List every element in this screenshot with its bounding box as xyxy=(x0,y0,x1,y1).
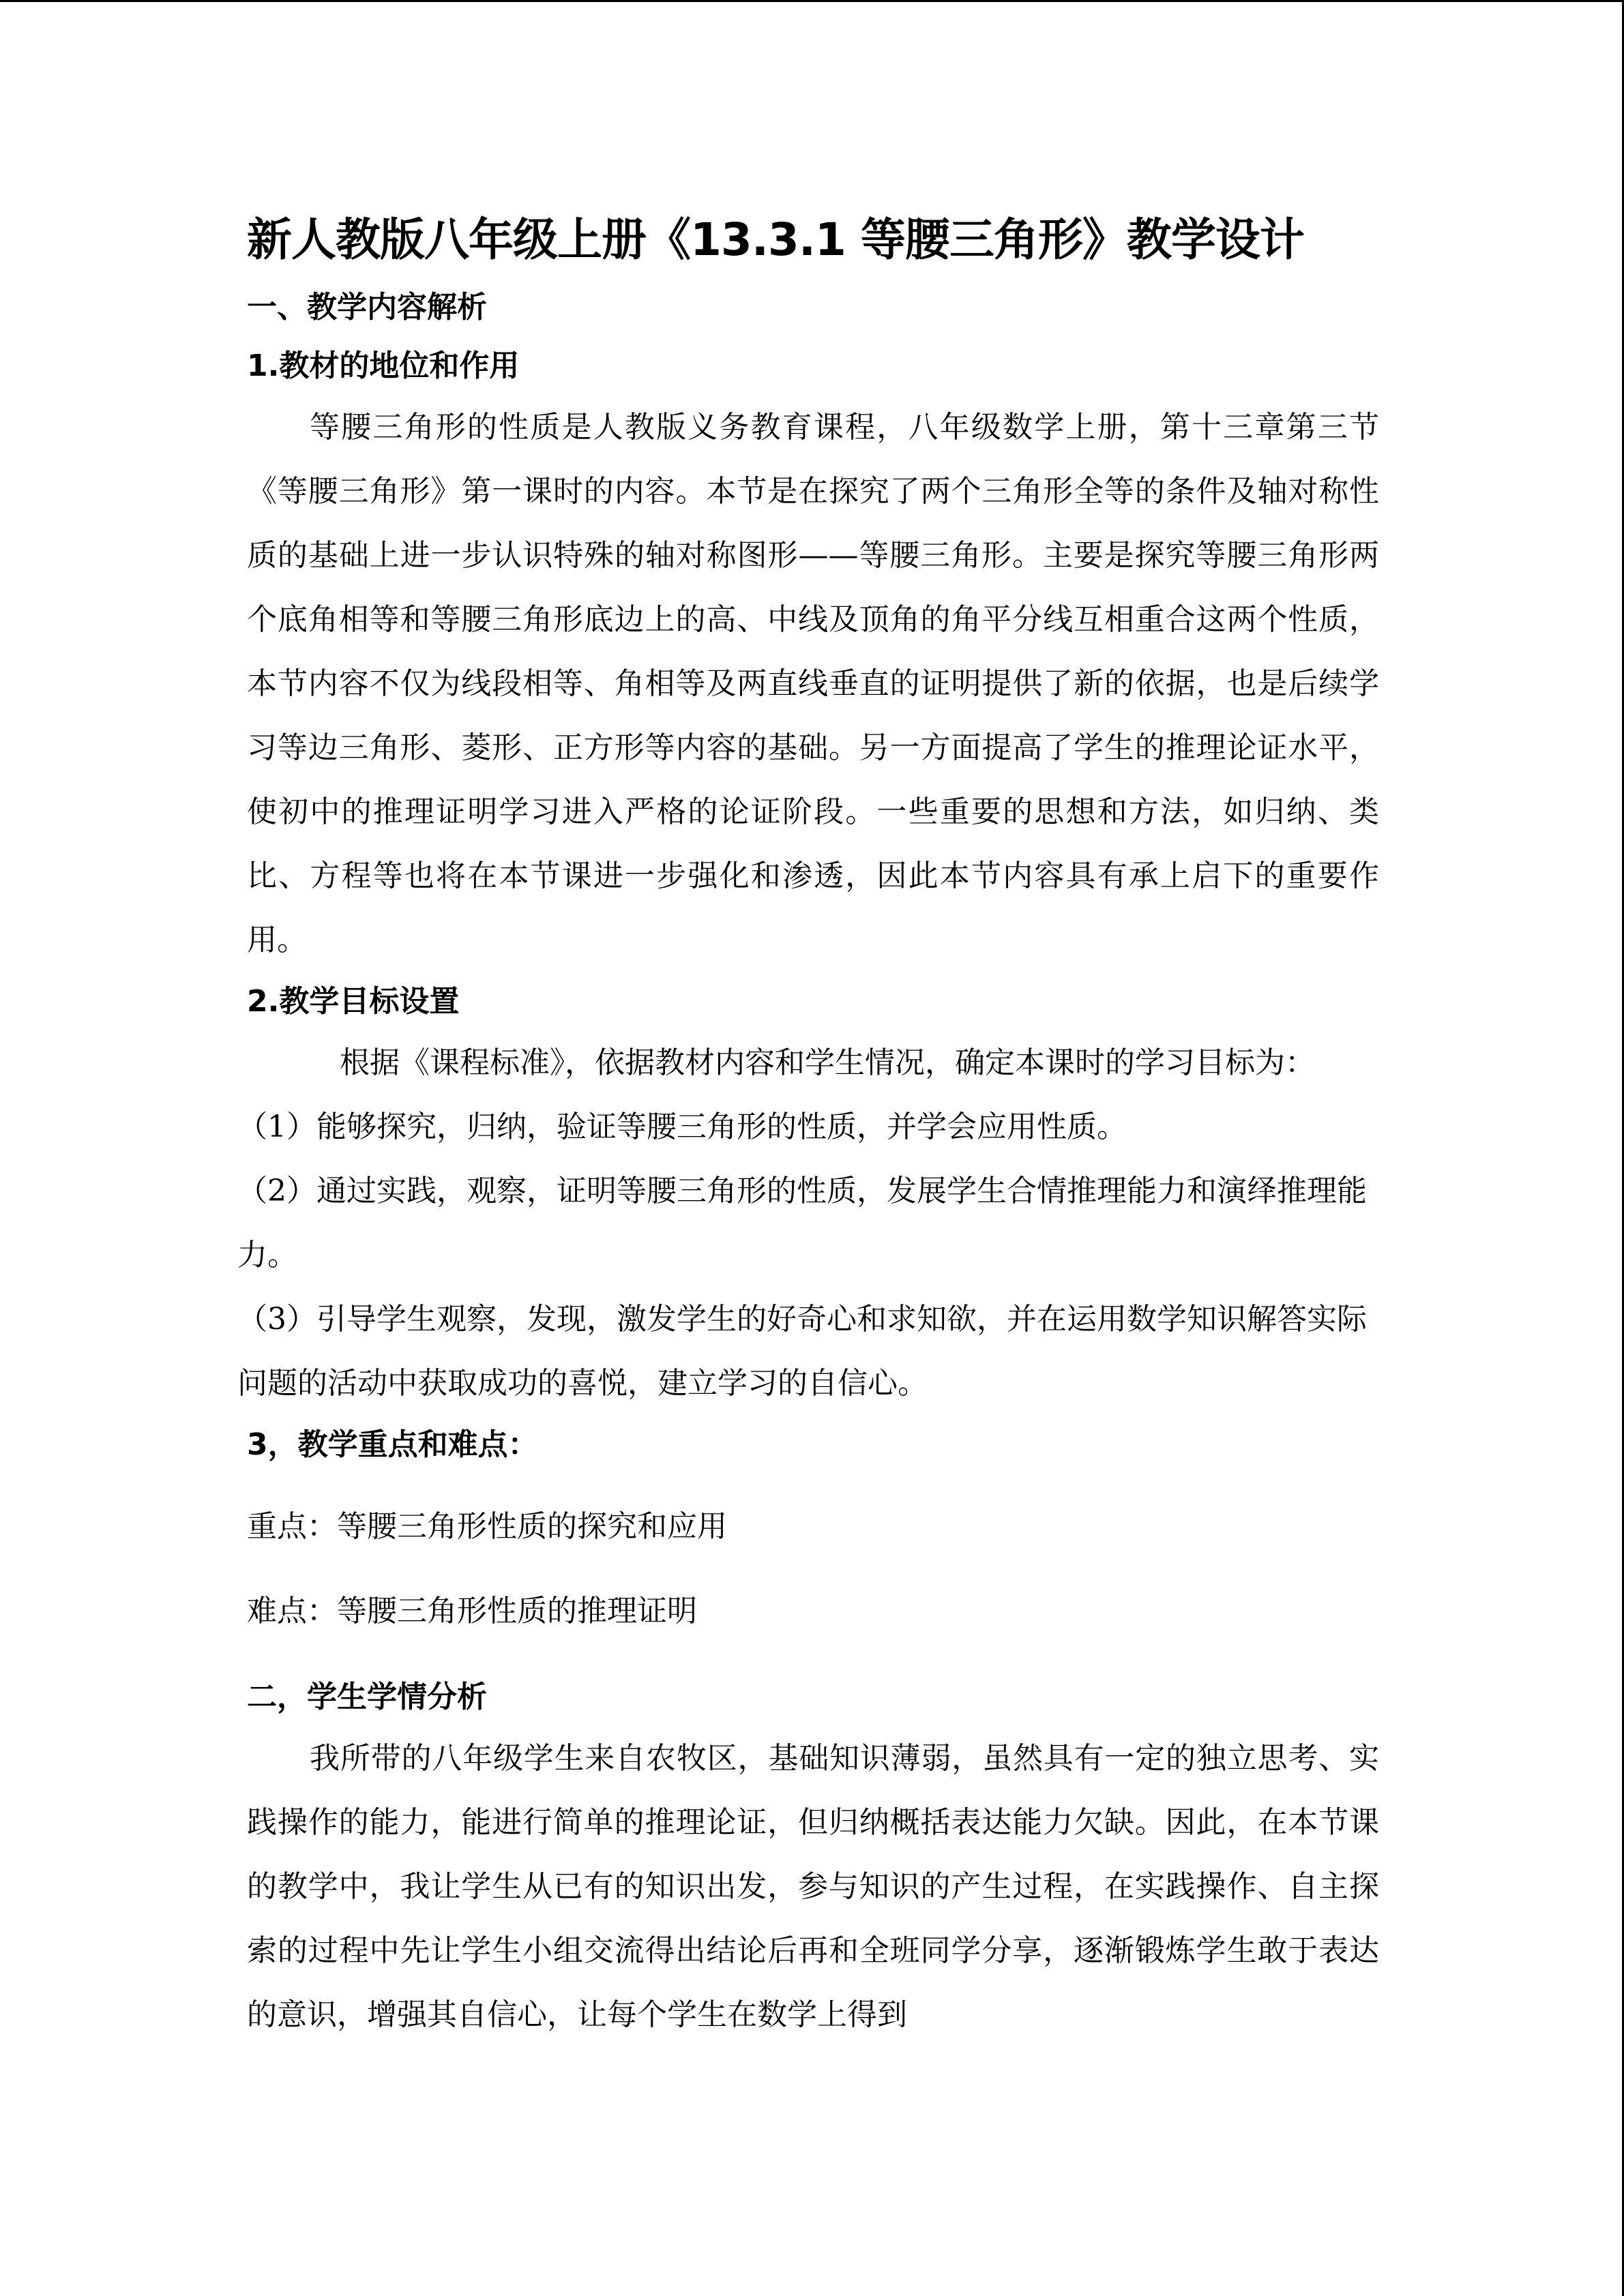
paragraph-student-analysis: 我所带的八年级学生来自农牧区，基础知识薄弱，虽然具有一定的独立思考、实践操作的能力，能进行简单的推理论证，但归纳概括表达能力欠缺。因此，在本节课的教学中，我让学生从已有的知识出发，参与知识的产生过程，在实践操作、自主探索的过程中先让学生小组交流得出结论后再和全班同学分享，逐渐锻炼学生敢于表达的意识，增强其自信心，让每个学生在数学上得到 xyxy=(247,1741,1379,2032)
document-title: 新人教版八年级上册《13.3.1 等腰三角形》教学设计 xyxy=(247,213,1304,266)
paragraph-textbook-role: 等腰三角形的性质是人教版义务教育课程，八年级数学上册，第十三章第三节《等腰三角形》第一课时的内容。本节是在探究了两个三角形全等的条件及轴对称性质的基础上进一步认识特殊的轴对称图形——等腰三角形。主要是探究等腰三角形两个底角相等和等腰三角形底边上的高、中线及顶角的角平分线互相重合这两个性质，本节内容不仅为线段相等、角相等及两直线垂直的证明提供了新的依据，也是后续学习等边三角形、菱形、正方形等内容的基础。另一方面提高了学生的推理论证水平，使初中的推理证明学习进入严格的论证阶段。一些重要的思想和方法，如归纳、类比、方程等也将在本节课进一步强化和渗透，因此本节内容具有承上启下的重要作用。 xyxy=(247,410,1379,957)
page-border-top xyxy=(0,0,1624,2)
document-body xyxy=(237,205,1379,2047)
goal-item-1: （1）能够探究，归纳，验证等腰三角形的性质，并学会应用性质。 xyxy=(237,1109,1127,1144)
spacer xyxy=(247,1474,1379,1495)
spacer xyxy=(247,1559,1379,1579)
section-heading-student-analysis: 二，学生学情分析 xyxy=(247,1680,487,1714)
spacer xyxy=(247,1643,1379,1668)
goal-item-3: （3）引导学生观察，发现，激发学生的好奇心和求知欲，并在运用数学知识解答实际问题的活动中获取成功的喜悦，建立学习的自信心。 xyxy=(237,1302,1367,1401)
difficulty-line: 难点：等腰三角形性质的推理证明 xyxy=(247,1594,697,1628)
goal-item-2: （2）通过实践，观察，证明等腰三角形的性质，发展学生合情推理能力和演绎推理能力。 xyxy=(237,1174,1367,1272)
subheading-textbook-role: 1.教材的地位和作用 xyxy=(247,348,520,383)
subheading-key-points: 3，教学重点和难点： xyxy=(247,1427,538,1462)
section-heading-content-analysis: 一、教学内容解析 xyxy=(247,290,487,325)
subheading-teaching-goals: 2.教学目标设置 xyxy=(247,984,460,1019)
key-point-line: 重点：等腰三角形性质的探究和应用 xyxy=(247,1509,727,1544)
paragraph-goals-intro: 根据《课程标准》，依据教材内容和学生情况，确定本课时的学习目标为： xyxy=(340,1045,1315,1080)
